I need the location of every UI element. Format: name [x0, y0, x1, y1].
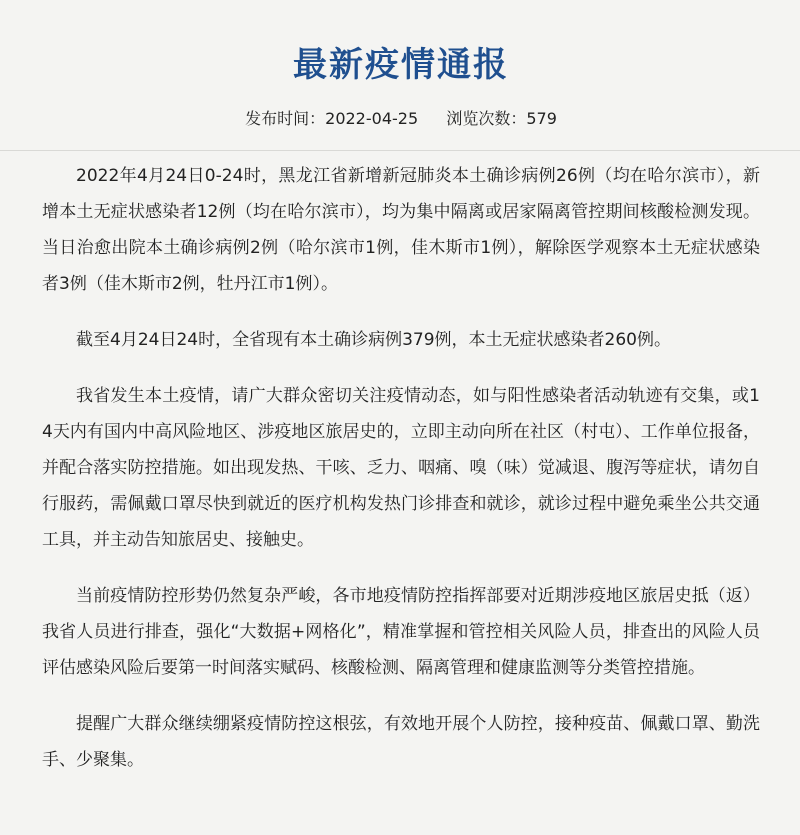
- page-title: 最新疫情通报: [293, 45, 509, 85]
- paragraph: 提醒广大群众继续绷紧疫情防控这根弦，有效地开展个人防控，接种疫苗、佩戴口罩、勤洗手、少聚集。: [42, 714, 760, 770]
- publish-date: 2022-04-25: [325, 109, 419, 128]
- paragraph: 截至4月24日24时，全省现有本土确诊病例379例，本土无症状感染者260例。: [76, 330, 671, 350]
- paragraph: 当前疫情防控形势仍然复杂严峻，各市地疫情防控指挥部要对近期涉疫地区旅居史抵（返）我省人员进行排查，强化“大数据+网格化”，精准掌握和管控相关风险人员，排查出的风险人员评估感染风险后要第一时间落实赋码、核酸检测、隔离管理和健康监测等分类管控措施。: [42, 586, 760, 678]
- publish-label: 发布时间：: [245, 109, 326, 128]
- views-label: 浏览次数：: [446, 109, 527, 128]
- views-count: 579: [526, 109, 557, 128]
- divider: [0, 150, 800, 151]
- article-meta: [42, 108, 760, 130]
- paragraph: 我省发生本土疫情，请广大群众密切关注疫情动态，如与阳性感染者活动轨迹有交集，或14天内有国内中高风险地区、涉疫地区旅居史的，立即主动向所在社区（村屯）、工作单位报备，并配合落实防控措施。如出现发热、干咳、乏力、咽痛、嗅（味）觉减退、腹泻等症状，请勿自行服药，需佩戴口罩尽快到就近的医疗机构发热门诊排查和就诊，就诊过程中避免乘坐公共交通工具，并主动告知旅居史、接触史。: [42, 386, 760, 550]
- paragraph: 2022年4月24日0-24时，黑龙江省新增新冠肺炎本土确诊病例26例（均在哈尔滨市），新增本土无症状感染者12例（均在哈尔滨市），均为集中隔离或居家隔离管控期间核酸检测发现。当日治愈出院本土确诊病例2例（哈尔滨市1例，佳木斯市1例），解除医学观察本土无症状感染者3例（佳木斯市2例，牡丹江市1例）。: [42, 166, 760, 294]
- article-body: [42, 158, 760, 778]
